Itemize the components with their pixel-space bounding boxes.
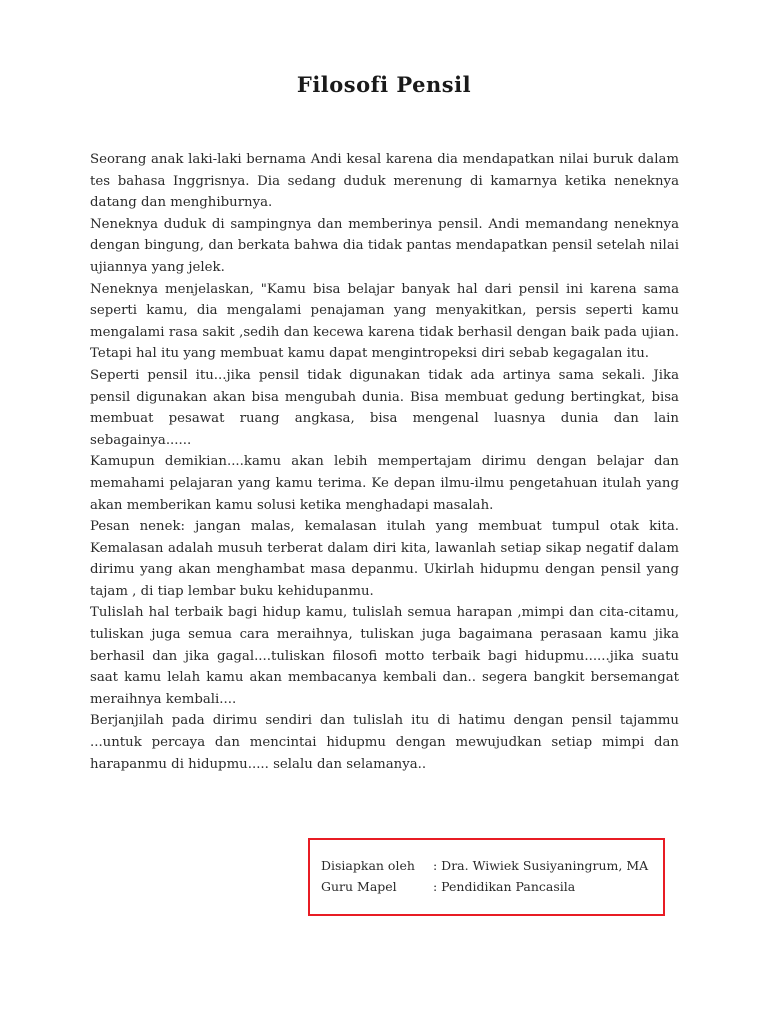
paragraph: Neneknya menjelaskan, "Kamu bisa belajar banyak hal dari pensil ini karena sama seperti kamu, dia mengalami penajaman yang menyakitkan, persis seperti kamu mengalami rasa sakit ,sedih dan kecewa karena tidak berhasil dengan baik pada ujian. Tetapi hal itu yang membuat kamu dapat mengintropeksi diri sebab kegagalan itu. <box>90 281 679 362</box>
paragraph: Pesan nenek: jangan malas, kemalasan itulah yang membuat tumpul otak kita. Kemalasan adalah musuh terberat dalam diri kita, lawanlah setiap sikap negatif dalam dirimu yang akan menghambat masa depanmu. Ukirlah hidupmu dengan pensil yang tajam , di tiap lembar buku kehidupanmu. <box>90 519 679 599</box>
prepared-by-row <box>321 858 648 873</box>
paragraph: Seorang anak laki-laki bernama Andi kesal karena dia mendapatkan nilai buruk dalam tes bahasa Inggrisnya. Dia sedang duduk merenung di kamarnya ketika neneknya datang dan menghiburnya. <box>90 152 679 211</box>
document-title: Filosofi Pensil <box>296 72 472 97</box>
paragraph: Tulislah hal terbaik bagi hidup kamu, tulislah semua harapan ,mimpi dan cita-citamu, tuliskan juga semua cara meraihnya, tuliskan juga bagaimana perasaan kamu jika berhasil dan jika gagal....tuliskan filosofi motto terbaik bagi hidupmu......jika suatu saat kamu lelah kamu akan membacanya kembali dan.. segera bangkit bersemangat meraihnya kembali.... <box>90 605 679 707</box>
paragraph: Seperti pensil itu...jika pensil tidak digunakan tidak ada artinya sama sekali. Jika pensil digunakan akan bisa mengubah dunia. Bisa membuat gedung bertingkat, bisa membuat pesawat ruang angkasa, bisa mengenal luasnya dunia dan lain sebagainya...... <box>90 367 679 448</box>
subject-label: Guru Mapel <box>321 879 397 894</box>
paragraph: Kamupun demikian....kamu akan lebih mempertajam dirimu dengan belajar dan memahami pelajaran yang kamu terima. Ke depan ilmu-ilmu pengetahuan itulah yang akan memberikan kamu solusi ketika menghadapi masalah. <box>90 454 679 513</box>
subject-row <box>321 879 575 894</box>
subject-value: : Pendidikan Pancasila <box>433 879 576 894</box>
prepared-by-value: : Dra. Wiwiek Susiyaningrum, MA <box>433 858 649 873</box>
signature-box <box>308 838 665 916</box>
prepared-by-label: Disiapkan oleh <box>321 858 415 873</box>
document-body <box>90 149 679 775</box>
paragraph: Berjanjilah pada dirimu sendiri dan tulislah itu di hatimu dengan pensil tajammu ...untuk percaya dan mencintai hidupmu dengan mewujudkan setiap mimpi dan harapanmu di hidupmu..... selalu dan selamanya.. <box>90 713 679 772</box>
paragraph: Neneknya duduk di sampingnya dan memberinya pensil. Andi memandang neneknya dengan bingung, dan berkata bahwa dia tidak pantas mendapatkan pensil setelah nilai ujiannya yang jelek. <box>90 216 679 275</box>
